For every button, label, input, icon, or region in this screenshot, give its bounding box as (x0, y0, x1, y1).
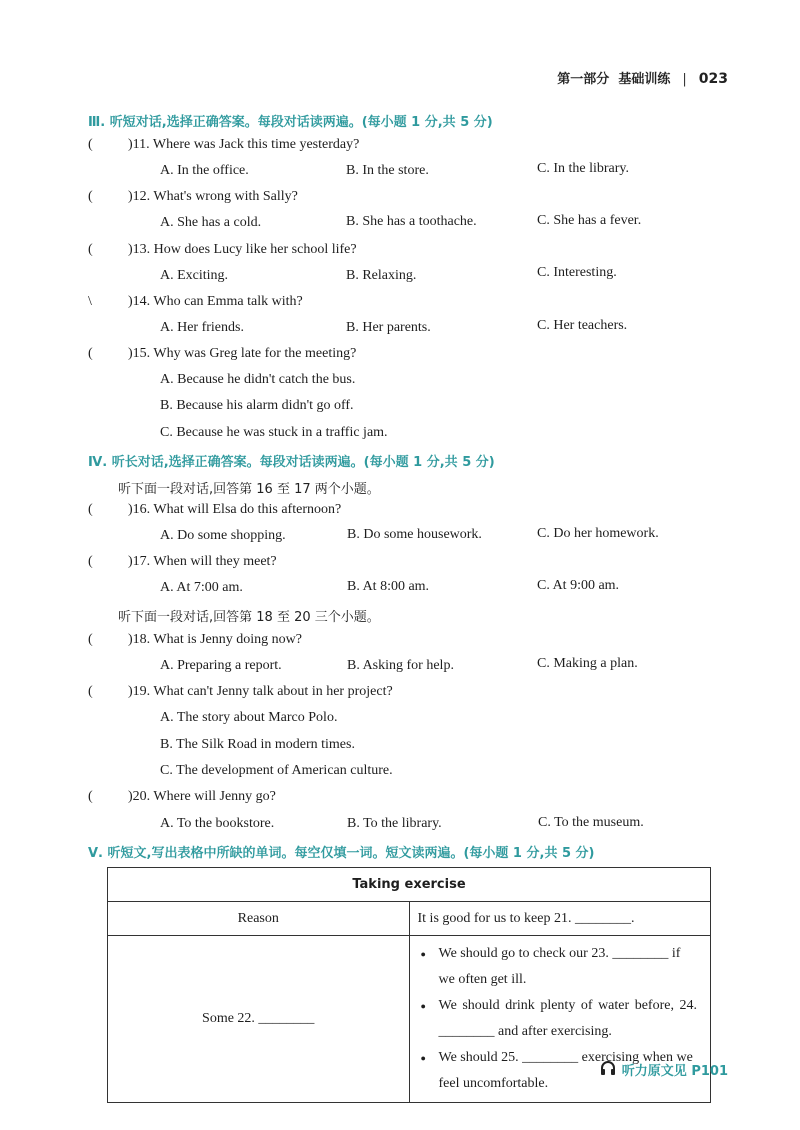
option-a: A. Preparing a report. (160, 658, 282, 673)
section-3-title: Ⅲ. 听短对话,选择正确答案。每段对话读两遍。(每小题 1 分,共 5 分) (88, 115, 493, 130)
answer-paren: ( (88, 346, 93, 361)
option-b: B. To the library. (347, 816, 442, 831)
section-5-title: Ⅴ. 听短文,写出表格中所缺的单词。每空仅填一词。短文读两遍。(每小题 1 分,共 5 分) (88, 846, 595, 861)
answer-paren: ( (88, 189, 93, 204)
question-12 (88, 189, 298, 205)
part-label: 第一部分 (557, 72, 610, 87)
option-a: A. In the office. (160, 163, 249, 178)
answer-paren: \ (88, 294, 92, 309)
footer-note (600, 1060, 728, 1079)
section-4-intro-1: 听下面一段对话,回答第 16 至 17 两个小题。 (118, 482, 380, 497)
question-stem: )19. What can't Jenny talk about in her project? (128, 684, 393, 699)
option-c: C. Because he was stuck in a traffic jam. (160, 425, 388, 440)
question-19 (88, 684, 393, 700)
option-c: C. In the library. (537, 161, 630, 176)
option-b: B. Because his alarm didn't go off. (160, 398, 354, 413)
option-c: C. She has a fever. (537, 213, 642, 228)
option-a: A. The story about Marco Polo. (160, 710, 338, 725)
question-stem: )16. What will Elsa do this afternoon? (128, 502, 342, 517)
question-18 (88, 632, 302, 648)
option-a: A. She has a cold. (160, 215, 262, 230)
option-a: A. Do some shopping. (160, 528, 286, 543)
answer-paren: ( (88, 789, 93, 804)
answer-paren: ( (88, 242, 93, 257)
advice-item: ● We should 25. ________ exercising when we feel uncomfortable. (421, 1045, 698, 1097)
option-c: C. Interesting. (537, 265, 617, 280)
question-15 (88, 346, 356, 362)
some-label: Some 22. ________ (108, 936, 410, 1103)
option-a: A. To the bookstore. (160, 816, 275, 831)
option-c: C. Do her homework. (537, 526, 659, 541)
question-stem: )20. Where will Jenny go? (128, 789, 276, 804)
option-b: B. Her parents. (346, 320, 431, 335)
option-c: C. Her teachers. (537, 318, 628, 333)
section-4-title: Ⅳ. 听长对话,选择正确答案。每段对话读两遍。(每小题 1 分,共 5 分) (88, 455, 495, 470)
advice-item: ● We should go to check our 23. ________ if we often get ill. (421, 941, 698, 993)
answer-paren: ( (88, 554, 93, 569)
answer-paren: ( (88, 502, 93, 517)
option-c: C. To the museum. (538, 815, 644, 830)
question-11 (88, 137, 359, 153)
question-stem: )15. Why was Greg late for the meeting? (128, 346, 357, 361)
option-b: B. She has a toothache. (346, 214, 477, 229)
section-label: 基础训练 (618, 72, 671, 87)
question-stem: )14. Who can Emma talk with? (128, 294, 303, 309)
header-separator: | (682, 72, 687, 87)
footer-text: 听力原文见 P101 (621, 1064, 728, 1079)
question-stem: )18. What is Jenny doing now? (128, 632, 302, 647)
option-b: B. The Silk Road in modern times. (160, 737, 355, 752)
question-20 (88, 789, 276, 805)
question-16 (88, 502, 341, 518)
question-13 (88, 242, 357, 258)
answer-paren: ( (88, 137, 93, 152)
option-b: B. Relaxing. (346, 268, 417, 283)
option-c: C. At 9:00 am. (537, 578, 620, 593)
question-stem: )17. When will they meet? (128, 554, 277, 569)
reason-label: Reason (108, 902, 410, 936)
reason-text: It is good for us to keep 21. ________. (409, 902, 711, 936)
option-b: B. Asking for help. (347, 658, 454, 673)
page-header (557, 68, 728, 87)
answer-paren: ( (88, 684, 93, 699)
advice-item: ● We should drink plenty of water before, 24. ________ and after exercising. (421, 993, 698, 1045)
option-b: B. At 8:00 am. (347, 579, 430, 594)
headphones-icon (600, 1060, 616, 1079)
question-stem: )11. Where was Jack this time yesterday? (128, 137, 360, 152)
question-stem: )12. What's wrong with Sally? (128, 189, 298, 204)
option-c: C. Making a plan. (537, 656, 638, 671)
option-a: A. Exciting. (160, 268, 229, 283)
option-b: B. In the store. (346, 163, 429, 178)
table-title: Taking exercise (108, 868, 711, 902)
section-4-intro-2: 听下面一段对话,回答第 18 至 20 三个小题。 (118, 610, 380, 625)
option-a: A. Because he didn't catch the bus. (160, 372, 356, 387)
option-a: A. Her friends. (160, 320, 244, 335)
question-14 (88, 294, 303, 310)
question-stem: )13. How does Lucy like her school life? (128, 242, 357, 257)
option-a: A. At 7:00 am. (160, 580, 243, 595)
answer-paren: ( (88, 632, 93, 647)
page-number: 023 (698, 71, 728, 87)
question-17 (88, 554, 277, 570)
option-b: B. Do some housework. (347, 527, 482, 542)
option-c: C. The development of American culture. (160, 763, 393, 778)
